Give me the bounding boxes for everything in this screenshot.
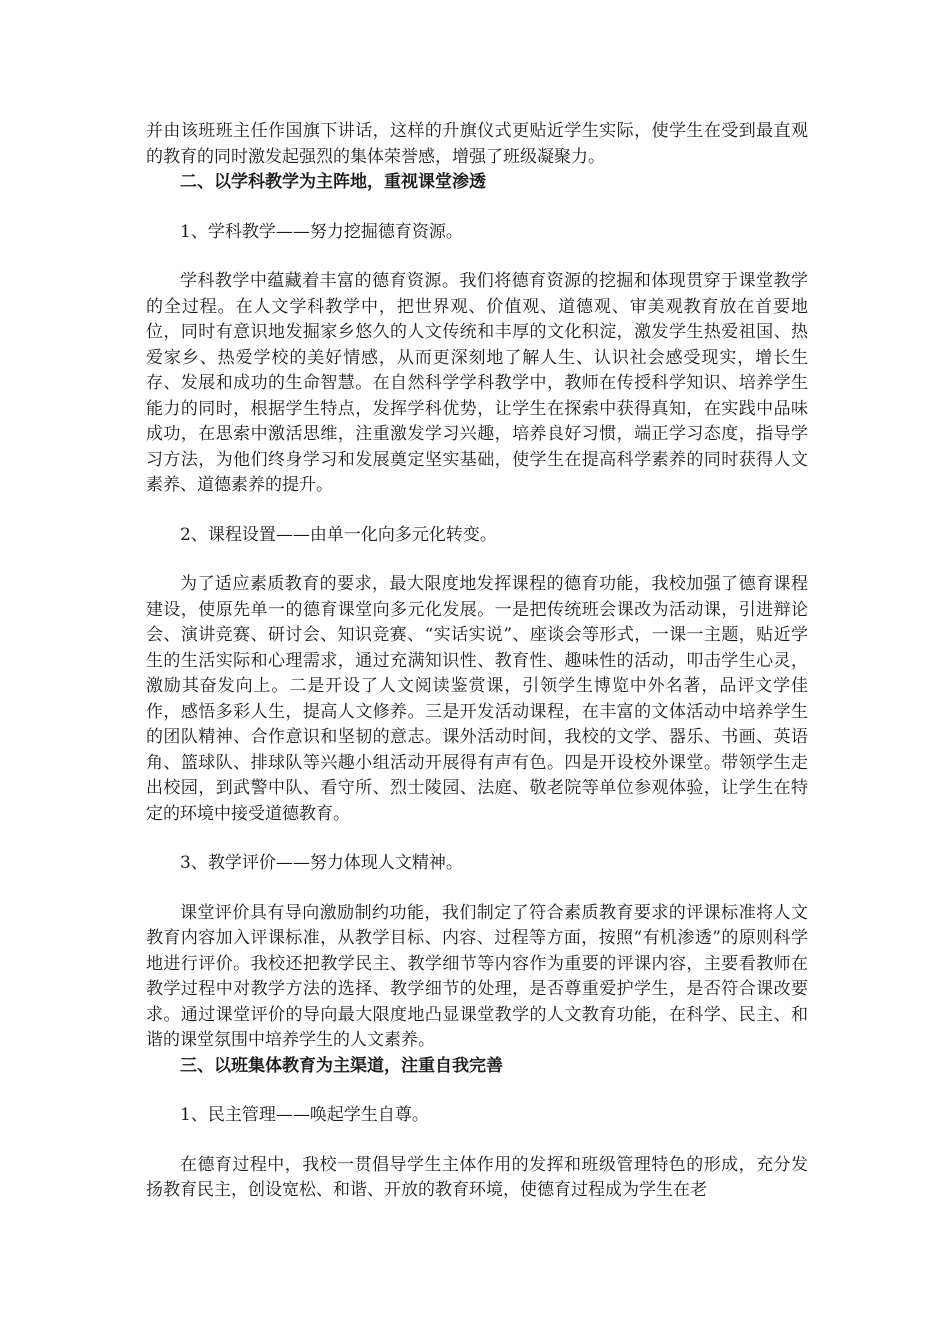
body-paragraph: 为了适应素质教育的要求，最大限度地发挥课程的德育功能，我校加强了德育课程建设，使原先单一的德育课堂向多元化发展。一是把传统班会课改为活动课，引进辩论会、演讲竞赛、研讨会、知识竞赛、“实话实说”、座谈会等形式，一课一主题，贴近学生的生活实际和心理需求，通过充满知识性、教育性、趣味性的活动，叩击学生心灵，激励其奋发向上。二是开设了人文阅读鉴赏课，引领学生博览中外名著，品评文学佳作，感悟多彩人生，提高人文修养。三是开发活动课程，在丰富的文体活动中培养学生的团队精神、合作意识和坚韧的意志。课外活动时间，我校的文学、器乐、书画、英语角、篮球队、排球队等兴趣小组活动开展得有声有色。四是开设校外课堂。带领学生走出校园，到武警中队、看守所、烈士陵园、法庭、敬老院等单位参观体验，让学生在特定的环境中接受道德教育。 bbox=[146, 574, 808, 824]
section-heading: 三、以班集体教育为主渠道，注重自我完善 bbox=[180, 1055, 503, 1076]
section-heading: 二、以学科教学为主阵地，重视课堂渗透 bbox=[180, 172, 486, 192]
body-paragraph: 并由该班班主任作国旗下讲话，这样的升旗仪式更贴近学生实际，使学生在受到最直观的教育的同时激发起强烈的集体荣誉感，增强了班级凝聚力。 bbox=[146, 121, 808, 167]
body-paragraph: 学科教学中蕴藏着丰富的德育资源。我们将德育资源的挖掘和体现贯穿于课堂教学的全过程。在人文学科教学中，把世界观、价值观、道德观、审美观教育放在首要地位，同时有意识地发掘家乡悠久的人文传统和丰厚的文化积淀，激发学生热爱祖国、热爱家乡、热爱学校的美好情感，从而更深刻地了解人生、认识社会感受现实，增长生存、发展和成功的生命智慧。在自然科学学科教学中，教师在传授科学知识、培养学生能力的同时，根据学生特点，发挥学科优势，让学生在探索中获得真知，在实践中品味成功，在思索中激活思维，注重激发学习兴趣，培养良好习惯，端正学习态度，指导学习方法，为他们终身学习和发展奠定坚实基础，使学生在提高科学素养的同时获得人文素养、道德素养的提升。 bbox=[146, 271, 808, 495]
subsection-title: 3、教学评价——努力体现人文精神。 bbox=[180, 853, 463, 873]
document-body bbox=[146, 119, 808, 1204]
subsection-title: 1、学科教学——努力挖掘德育资源。 bbox=[180, 221, 463, 242]
subsection-title: 1、民主管理——唤起学生自尊。 bbox=[180, 1105, 429, 1125]
body-paragraph: 课堂评价具有导向激励制约功能，我们制定了符合素质教育要求的评课标准将人文教育内容加入评课标准，从教学目标、内容、过程等方面，按照“有机渗透”的原则科学地进行评价。我校还把教学民主、教学细节等内容作为重要的评课内容，主要看教师在教学过程中对教学方法的选择、教学细节的处理，是否尊重爱护学生，是否符合课改要求。通过课堂评价的导向最大限度地凸显课堂教学的人文教育功能，在科学、民主、和谐的课堂氛围中培养学生的人文素养。 bbox=[146, 902, 808, 1050]
subsection-title: 2、课程设置——由单一化向多元化转变。 bbox=[180, 524, 497, 545]
body-paragraph: 在德育过程中，我校一贯倡导学生主体作用的发挥和班级管理特色的形成，充分发扬教育民主，创设宽松、和谐、开放的教育环境，使德育过程成为学生在老 bbox=[146, 1154, 808, 1200]
